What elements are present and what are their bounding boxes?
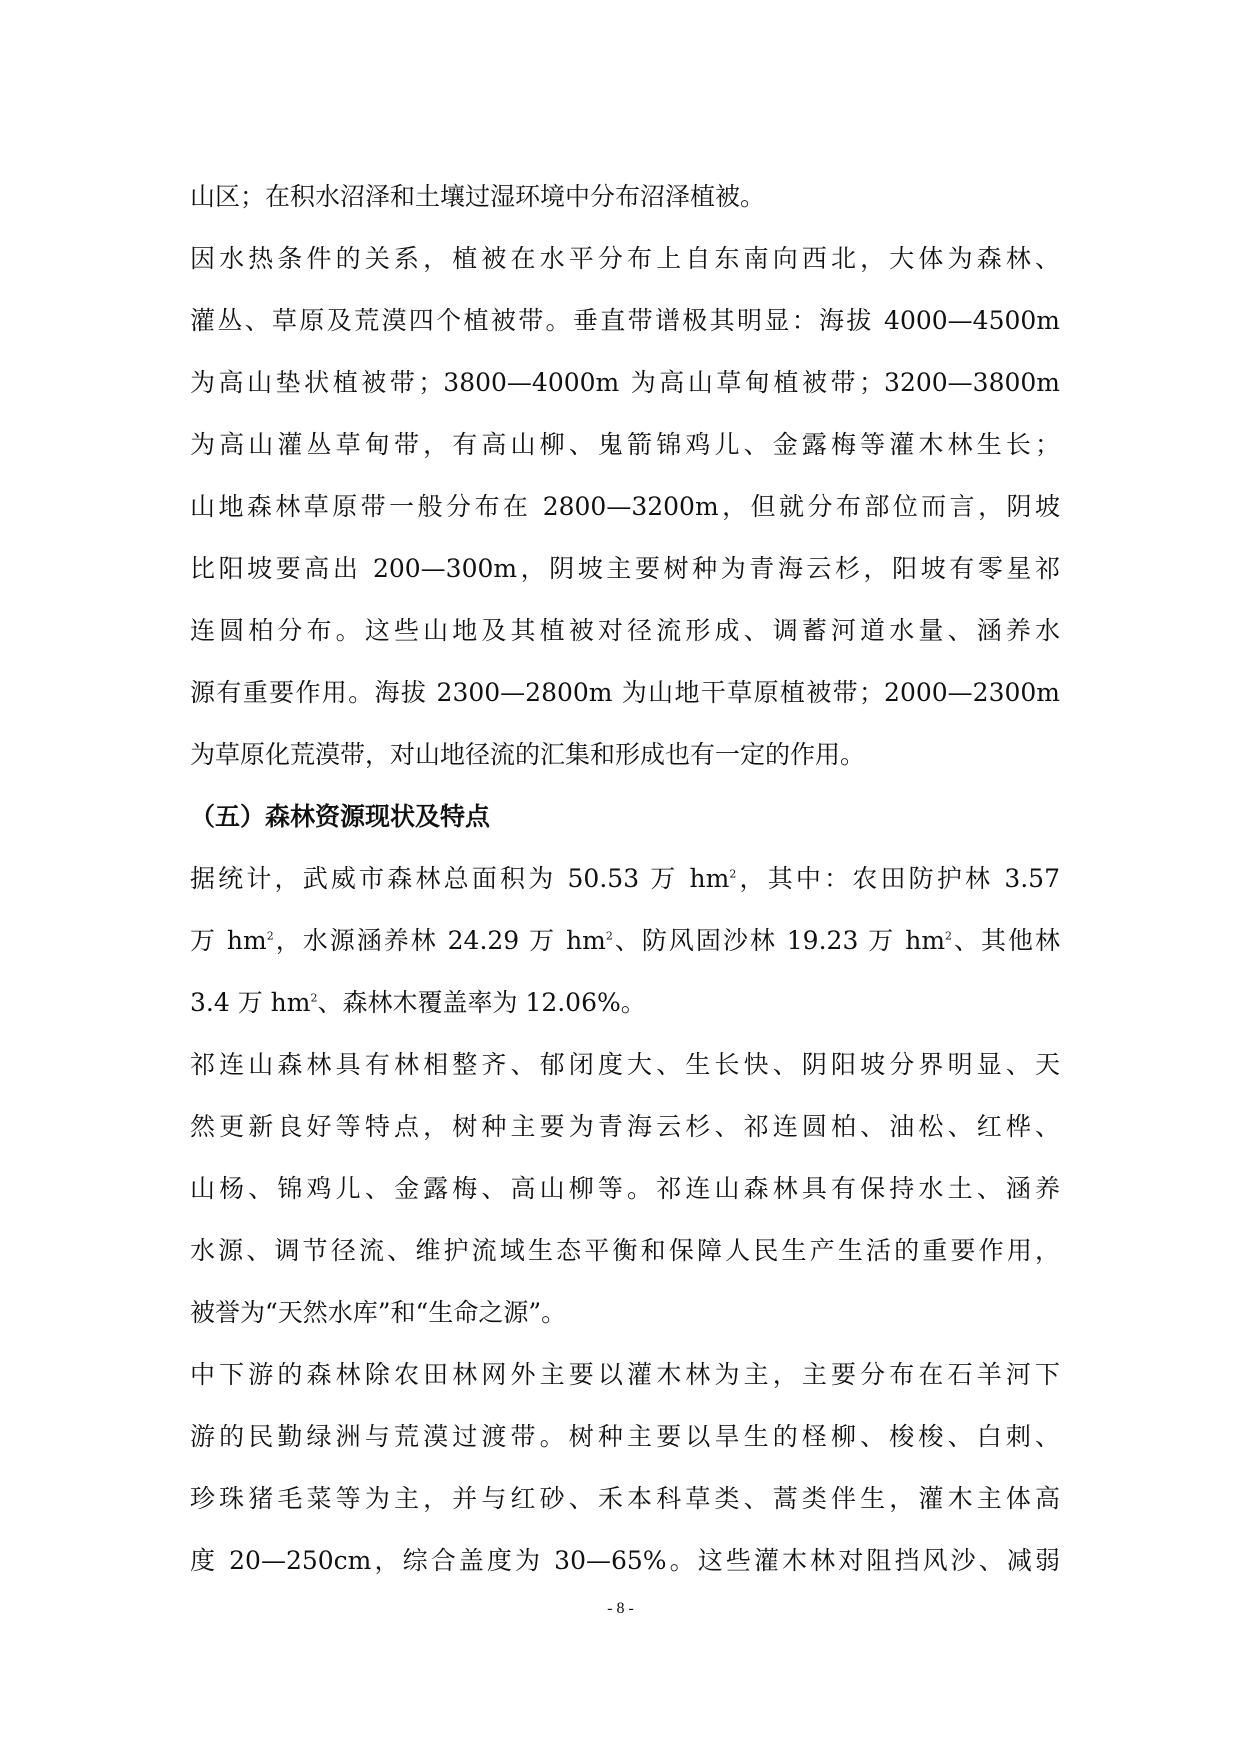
text-run: ，其中：农田防护林 3.57 — [736, 864, 1060, 893]
text-line: 连圆柏分布。这些山地及其植被对径流形成、调蓄河道水量、涵养水 — [190, 616, 1060, 645]
text-run: 万 hm — [190, 926, 267, 955]
superscript: 2 — [310, 991, 318, 1005]
superscript: 2 — [266, 929, 274, 943]
text-line: 珍珠猪毛菜等为主，并与红砂、禾本科草类、蒿类伴生，灌木主体高 — [190, 1484, 1060, 1513]
page-number: - 8 - — [607, 1600, 634, 1617]
paragraph-start-line: 祁连山森林具有林相整齐、郁闭度大、生长快、阴阳坡分界明显、天 — [190, 1050, 1060, 1079]
superscript: 2 — [605, 929, 613, 943]
text-line — [190, 972, 1060, 1034]
section-heading: （五）森林资源现状及特点 — [190, 802, 491, 831]
paragraph-start-line — [190, 848, 1060, 910]
text-run: ，水源涵养林 24.29 万 hm — [273, 926, 606, 955]
text-line: 山区；在积水沼泽和土壤过湿环境中分布沼泽植被。 — [190, 182, 766, 211]
text-run: 、防风固沙林 19.23 万 hm — [612, 926, 946, 955]
paragraph-start-line: 中下游的森林除农田林网外主要以灌木林为主，主要分布在石羊河下 — [190, 1360, 1060, 1389]
text-line: 灌丛、草原及荒漠四个植被带。垂直带谱极其明显：海拔 4000—4500m — [190, 306, 1060, 335]
text-line: 水源、调节径流、维护流域生态平衡和保障人民生产生活的重要作用， — [190, 1236, 1060, 1265]
text-run: 、森林木覆盖率为 12.06%。 — [317, 988, 646, 1017]
text-run: 、其他林 — [952, 926, 1060, 955]
text-run: 3.4 万 hm — [190, 988, 311, 1017]
text-line: 被誉为“天然水库”和“生命之源”。 — [190, 1298, 567, 1327]
text-line: 游的民勤绿洲与荒漠过渡带。树种主要以旱生的柽柳、梭梭、白刺、 — [190, 1422, 1060, 1451]
superscript: 2 — [729, 867, 737, 881]
text-line — [190, 910, 1060, 972]
body-text — [190, 166, 1060, 1592]
text-line: 为草原化荒漠带，对山地径流的汇集和形成也有一定的作用。 — [190, 740, 866, 769]
paragraph-start-line: 因水热条件的关系，植被在水平分布上自东南向西北，大体为森林、 — [190, 244, 1060, 273]
superscript: 2 — [945, 929, 953, 943]
text-run: 据统计，武威市森林总面积为 50.53 万 hm — [190, 864, 730, 893]
text-line: 为高山垫状植被带；3800—4000m 为高山草甸植被带；3200—3800m — [190, 368, 1060, 397]
text-line: 源有重要作用。海拔 2300—2800m 为山地干草原植被带；2000—2300m — [190, 678, 1060, 707]
text-line: 然更新良好等特点，树种主要为青海云杉、祁连圆柏、油松、红桦、 — [190, 1112, 1060, 1141]
text-line: 为高山灌丛草甸带，有高山柳、鬼箭锦鸡儿、金露梅等灌木林生长； — [190, 430, 1060, 459]
text-line: 度 20—250cm，综合盖度为 30—65%。这些灌木林对阻挡风沙、减弱 — [190, 1546, 1060, 1575]
text-line: 比阳坡要高出 200—300m，阴坡主要树种为青海云杉，阳坡有零星祁 — [190, 554, 1060, 583]
text-line: 山杨、锦鸡儿、金露梅、高山柳等。祁连山森林具有保持水土、涵养 — [190, 1174, 1060, 1203]
text-line: 山地森林草原带一般分布在 2800—3200m，但就分布部位而言，阴坡 — [190, 492, 1060, 521]
